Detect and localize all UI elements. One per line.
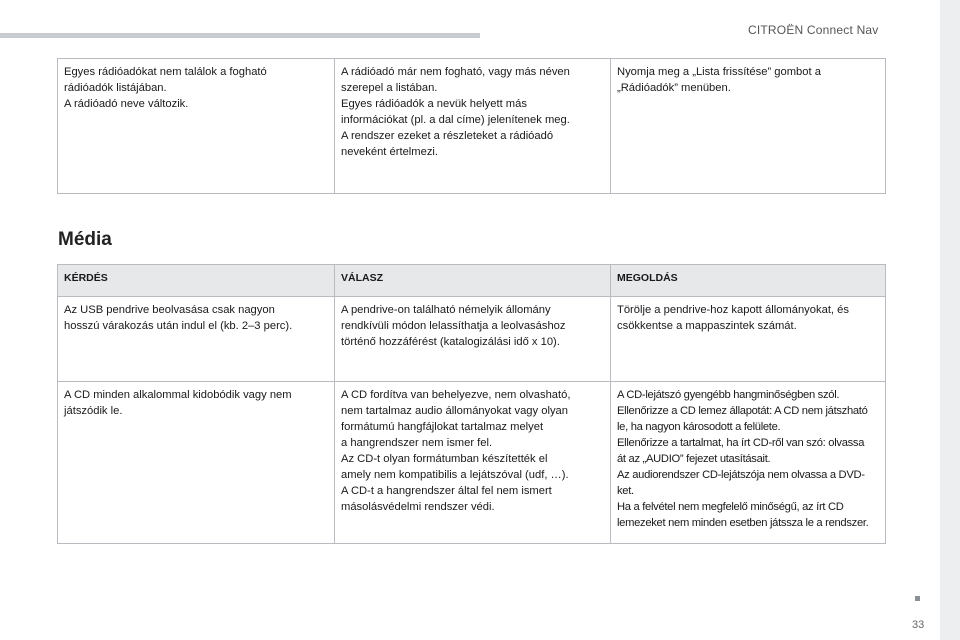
page-number: 33 <box>912 619 925 631</box>
question-cell: Egyes rádióadókat nem találok a fogható rádióadók listájában. A rádióadó neve változik. <box>58 59 335 194</box>
section-title: Média <box>58 229 112 250</box>
page-marker <box>915 596 920 601</box>
answer-cell: A rádióadó már nem fogható, vagy más néven szerepel a listában. Egyes rádióadók a nevük helyett más információkat (pl. a dal címe) jelenítenek meg. A rendszer ezeket a részleteket a rádióadó neveként értelmezi. <box>335 59 611 194</box>
column-header-answer: VÁLASZ <box>335 265 611 297</box>
header-title: CITROËN Connect Nav <box>748 23 879 37</box>
side-strip <box>940 0 960 640</box>
answer-cell: A pendrive-on található némelyik állomány rendkívüli módon lelassíthatja a leolvasáshoz történő hozzáférést (katalogizálási idő x 10). <box>335 297 611 382</box>
media-table <box>57 264 886 544</box>
answer-cell: A CD fordítva van behelyezve, nem olvasható, nem tartalmaz audio állományokat vagy olyan formátumú hangfájlokat tartalmaz melyet a hangrendszer nem ismer fel. Az CD-t olyan formátumban készítették el amely nem kompatibilis a lejátszóval (udf, …). A CD-t a hangrendszer által fel nem ismert másolásvédelmi rendszer védi. <box>335 382 611 544</box>
column-header-solution: MEGOLDÁS <box>611 265 886 297</box>
table-row <box>58 59 886 194</box>
solution-cell: A CD-lejátszó gyengébb hangminőségben szól. Ellenőrizze a CD lemez állapotát: A CD nem játszható le, ha nagyon károsodott a felülete. Ellenőrizze a tartalmat, ha írt CD-ről van szó: olvassa át az „AUDIO” fejezet utasításait. Az audiorendszer CD-lejátszója nem olvassa a DVD- ket. Ha a felvétel nem megfelelő minőségű, az írt CD lemezeket nem minden esetben játssza le a rendszer. <box>611 382 886 544</box>
solution-cell: Törölje a pendrive-hoz kapott állományokat, és csökkentse a mappaszintek számát. <box>611 297 886 382</box>
table-row <box>58 297 886 382</box>
header-rule <box>0 33 480 38</box>
solution-cell: Nyomja meg a „Lista frissítése” gombot a „Rádióadók” menüben. <box>611 59 886 194</box>
radio-table <box>57 58 886 194</box>
table-header-row <box>58 265 886 297</box>
question-cell: Az USB pendrive beolvasása csak nagyon hosszú várakozás után indul el (kb. 2–3 perc). <box>58 297 335 382</box>
table-row <box>58 382 886 544</box>
question-cell: A CD minden alkalommal kidobódik vagy nem játszódik le. <box>58 382 335 544</box>
column-header-question: KÉRDÉS <box>58 265 335 297</box>
